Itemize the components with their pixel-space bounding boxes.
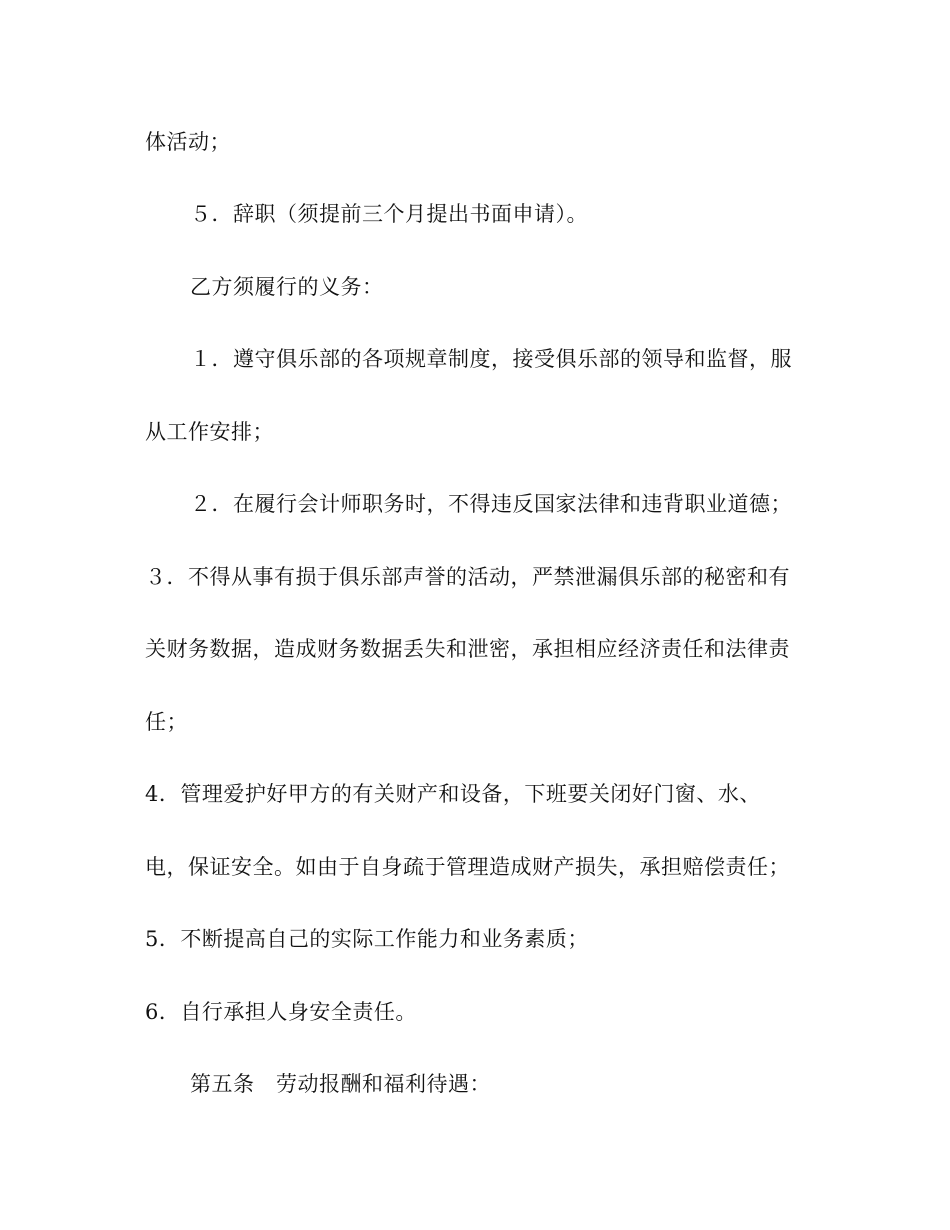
paragraph-line: １．遵守俱乐部的各项规章制度，接受俱乐部的领导和监督，服 — [190, 347, 792, 371]
paragraph-line: 关财务数据，造成财务数据丢失和泄密，承担相应经济责任和法律责 — [145, 637, 790, 661]
paragraph-line: ２．在履行会计师职务时，不得违反国家法律和违背职业道德； — [190, 492, 792, 516]
paragraph-line: 4．管理爱护好甲方的有关财产和设备，下班要关闭好门窗、水、 — [145, 782, 761, 806]
paragraph-line: 6．自行承担人身安全责任。 — [145, 1000, 417, 1024]
paragraph-line: 任； — [145, 710, 188, 734]
section-heading: 第五条 劳动报酬和福利待遇： — [190, 1072, 491, 1096]
paragraph-line: 电，保证安全。如由于自身疏于管理造成财产损失，承担赔偿责任； — [145, 855, 790, 879]
paragraph-line: 5．不断提高自己的实际工作能力和业务素质； — [145, 927, 589, 951]
paragraph-heading: 乙方须履行的义务： — [190, 275, 384, 299]
paragraph-line: 体活动； — [145, 130, 231, 154]
paragraph-line: 从工作安排； — [145, 420, 274, 444]
paragraph-line: ５．辞职（须提前三个月提出书面申请）。 — [190, 202, 588, 226]
paragraph-line: ３．不得从事有损于俱乐部声誉的活动，严禁泄漏俱乐部的秘密和有 — [145, 565, 790, 589]
